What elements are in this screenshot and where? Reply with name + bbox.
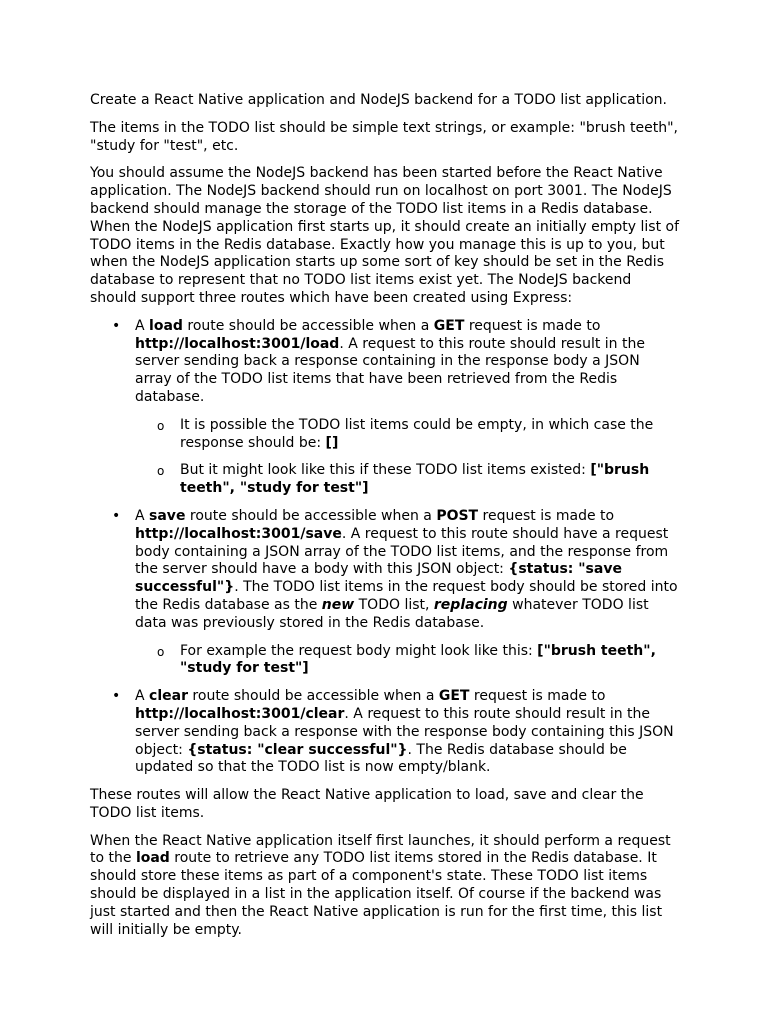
route-url: http://localhost:3001/save: [135, 525, 342, 542]
document-page: [90, 92, 680, 949]
route-method: POST: [436, 507, 479, 524]
outro-paragraph-2: When the React Native application itself first launches, it should perform a request to the load route to retrieve any TODO list items stored in the Redis database. It should store these items as part of a component's state. These TODO list items should be displayed in a list in the application itself. Of course if the backend was just started and then the React Native application is run for the first time, this list will initially be empty.: [90, 832, 671, 938]
sub-item: o It is possible the TODO list items could be empty, in which case the response should be: []: [157, 416, 654, 451]
route-item-save: [90, 508, 680, 678]
route-url: http://localhost:3001/clear: [135, 705, 345, 722]
intro-paragraph-3: You should assume the NodeJS backend has been started before the React Native application. The NodeJS backend should run on localhost on port 3001. The NodeJS backend should manage the storage of the TODO list items in a Redis database. When the NodeJS application first starts up, it should create an initially empty list of TODO items in the Redis database. Exactly how you manage this is up to you, but when the NodeJS application starts up some sort of key should be set in the Redis database to represent that no TODO list items exist yet. The NodeJS backend should support three routes which have been created using Express:: [90, 165, 680, 306]
route-name: load: [149, 317, 183, 334]
intro-paragraph-2: The items in the TODO list should be simple text strings, or example: "brush teeth", "study for "test", etc.: [90, 119, 678, 154]
route-text: A clear route should be accessible when a GET request is made to http://localhost:3001/clear. A request to this route should result in the server sending back a response with the response body containing this JSON object: {status: "clear successful"}. The Redis database should be updated so that the TODO list is now empty/blank.: [135, 688, 674, 776]
route-item-clear: [90, 688, 680, 777]
circle-bullet-icon: o: [157, 418, 165, 433]
route-item-load: [90, 318, 680, 498]
bullet-icon: •: [112, 507, 121, 524]
circle-bullet-icon: o: [157, 464, 165, 479]
circle-bullet-icon: o: [157, 644, 165, 659]
example-json: []: [325, 434, 339, 451]
route-url: http://localhost:3001/load: [135, 335, 340, 352]
bullet-icon: •: [112, 317, 121, 334]
routes-list: [90, 318, 680, 777]
route-text: A save route should be accessible when a POST request is made to http://localhost:3001/save. A request to this route should have a request body containing a JSON array of the TODO list items, and the response from the server should have a body with this JSON object: {status: "save successful"}. The TODO list items in the request body should be stored into the Redis database as the new TODO list, replacing whatever TODO list data was previously stored in the Redis database.: [135, 507, 678, 631]
route-sublist: [135, 417, 680, 498]
emphasis-replacing: replacing: [433, 596, 508, 613]
example-json: ["brush teeth", "study for test"]: [180, 642, 656, 677]
route-name: load: [135, 850, 170, 867]
route-sublist: [135, 643, 680, 679]
intro-paragraph-1: Create a React Native application and NodeJS backend for a TODO list application.: [90, 92, 668, 108]
example-json: ["brush teeth", "study for test"]: [180, 462, 650, 497]
response-json: {status: "save successful"}: [135, 561, 622, 596]
route-name: clear: [149, 688, 188, 705]
route-method: GET: [438, 688, 470, 705]
bullet-icon: •: [112, 688, 121, 705]
route-name: save: [149, 507, 186, 524]
route-text: A load route should be accessible when a GET request is made to http://localhost:3001/load. A request to this route should result in the server sending back a response containing in the response body a JSON array of the TODO list items that have been retrieved from the Redis database.: [135, 317, 645, 405]
response-json: {status: "clear successful"}: [187, 741, 408, 758]
emphasis-new: new: [321, 596, 355, 613]
sub-item: o For example the request body might look like this: ["brush teeth", "study for test"]: [157, 642, 656, 677]
route-method: GET: [433, 317, 465, 334]
sub-item: o But it might look like this if these TODO list items existed: ["brush teeth", "study for test"]: [157, 462, 650, 497]
outro-paragraph-1: These routes will allow the React Native application to load, save and clear the TODO list items.: [90, 787, 644, 821]
